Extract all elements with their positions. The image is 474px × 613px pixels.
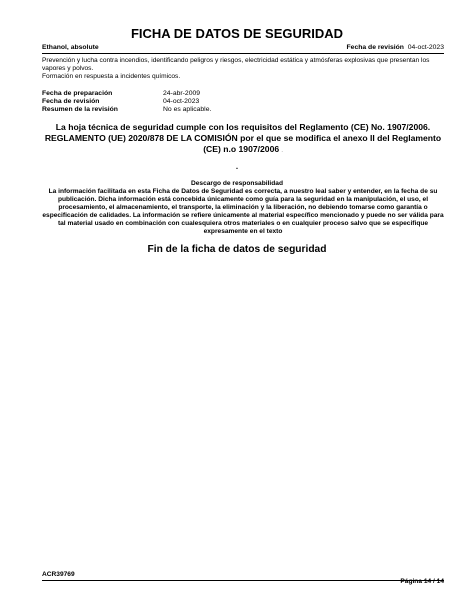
- date-row: [42, 90, 211, 98]
- revision-date: 04-oct-2023: [407, 44, 444, 51]
- intro-text: [42, 57, 444, 82]
- date-row: [42, 106, 211, 114]
- date-value: 24-abr-2009: [163, 90, 201, 97]
- section-separator: .: [235, 162, 239, 171]
- header-revision: [347, 44, 444, 51]
- date-label: Fecha de preparación: [42, 90, 113, 97]
- intro-line-2: Formación en respuesta a incidentes químicos.: [42, 73, 181, 81]
- product-name: Ethanol, absolute: [42, 44, 99, 51]
- revision-label: Fecha de revisión: [346, 44, 404, 51]
- date-label: Resumen de la revisión: [42, 105, 118, 113]
- date-value: 04-oct-2023: [163, 97, 200, 105]
- document-code: ACR39769: [42, 571, 75, 578]
- document-title: FICHA DE DATOS DE SEGURIDAD: [130, 26, 344, 41]
- footer-divider: [42, 580, 444, 581]
- regulation-statement: [42, 122, 444, 156]
- date-value: No es aplicable.: [163, 105, 212, 113]
- date-label: Fecha de revisión: [42, 97, 100, 105]
- dates-table: [42, 90, 211, 113]
- regulation-note: .: [281, 147, 283, 153]
- intro-line-1: Prevención y lucha contra incendios, identificando peligros y riesgos, electricidad estática y atmósferas explosivas que presentan los vapores y polvos.: [42, 57, 430, 73]
- page-number: Página 14 / 14: [400, 578, 444, 585]
- disclaimer-heading: Descargo de responsabilidad: [191, 180, 283, 187]
- disclaimer-text: La información facilitada en esta Ficha de Datos de Seguridad es correcta, a nuestro leal saber y entender, en la fecha de su publicación. Dicha información está concebida únicamente como guía para la seguridad en la manipulación, el uso, el procesamiento, el almacenamiento, el transporte, la eliminación y la liberación, no debiendo tomarse como garantía o especificación de calidades. La información se refiere únicamente al material específico mencionado y puede no ser válida para tal material usado en combinación con cualesquiera otros materiales o en cualquier proceso salvo que se especifique expresamente en el texto: [42, 188, 444, 236]
- date-row: [42, 98, 211, 106]
- regulation-text: La hoja técnica de seguridad cumple con los requisitos del Reglamento (CE) No. 1907/2006. REGLAMENTO (UE) 2020/878 DE LA COMISIÓN por el que se modifica el anexo II del Reglamento (CE) n.o 1907/2006: [44, 122, 442, 154]
- header-divider: [42, 53, 444, 54]
- end-of-sheet-text: Fin de la ficha de datos de seguridad: [147, 244, 327, 255]
